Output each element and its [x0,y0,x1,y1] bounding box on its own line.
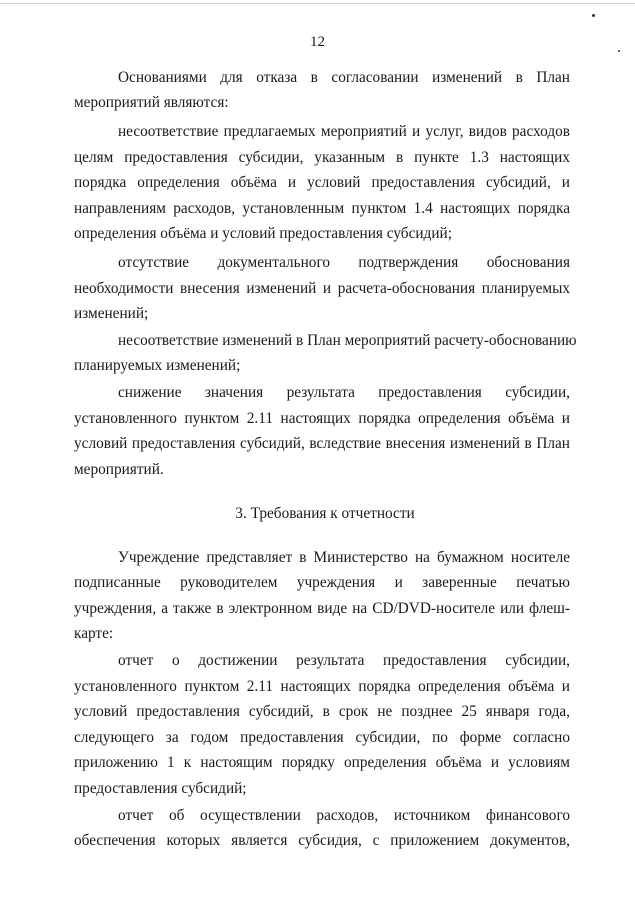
paragraph-line: направлениям расходов, установленным пунктом 1.4 настоящих порядка [74,200,570,217]
paragraph-line: планируемых изменений; [74,357,241,374]
paragraph-line: мероприятий являются: [74,94,229,111]
paragraph-line: обеспечения которых является субсидия, с приложением документов, [74,832,570,849]
paragraph-line: определения объёма и условий предоставления субсидий; [74,225,452,242]
paragraph-line: карте: [74,625,114,642]
paragraph-line: условий предоставления субсидий, вследствие внесения изменений в План [74,435,570,452]
paragraph-line: снижение значения результата предоставления субсидии, [118,384,570,401]
paragraph-line: порядка определения объёма и условий предоставления субсидий, и [74,174,570,191]
paragraph-line: приложению 1 к настоящим порядку определения объёма и условиям [74,754,570,771]
paragraph-line: отсутствие документального подтверждения обоснования [118,254,570,271]
paragraph-line: Учреждение представляет в Министерство на бумажном носителе [118,549,570,566]
paragraph-line: несоответствие предлагаемых мероприятий и услуг, видов расходов [118,123,570,140]
paragraph-line: целям предоставления субсидии, указанным в пункте 1.3 настоящих [74,149,570,166]
paragraph-line: предоставления субсидий; [74,780,247,797]
paragraph-line: несоответствие изменений в План мероприятий расчету-обоснованию [118,332,577,349]
top-edge-rule [0,3,635,4]
scan-speck [592,14,595,17]
paragraph-line: следующего за годом предоставления субсидии, по форме согласно [74,729,570,746]
paragraph-line: учреждения, а также в электронном виде на CD/DVD-носителе или флеш- [74,600,570,617]
paragraph-line: необходимости внесения изменений и расчета-обоснования планируемых [74,280,570,297]
paragraph-line: установленного пунктом 2.11 настоящих порядка определения объёма и [74,410,570,427]
paragraph-line: установленного пунктом 2.11 настоящих порядка определения объёма и [74,678,570,695]
paragraph-line: изменений; [74,305,149,322]
paragraph-line: мероприятий. [74,461,164,478]
page-number: 12 [310,34,325,50]
section-heading: 3. Требования к отчетности [235,505,415,522]
paragraph-line: отчет об осуществлении расходов, источником финансового [118,807,570,824]
paragraph-line: отчет о достижении результата предоставления субсидии, [118,652,570,669]
paragraph-line: подписанные руководителем учреждения и заверенные печатью [74,574,570,591]
paragraph-line: Основаниями для отказа в согласовании изменений в План [118,69,570,86]
paragraph-line: условий предоставления субсидий, в срок не позднее 25 января года, [74,703,570,720]
